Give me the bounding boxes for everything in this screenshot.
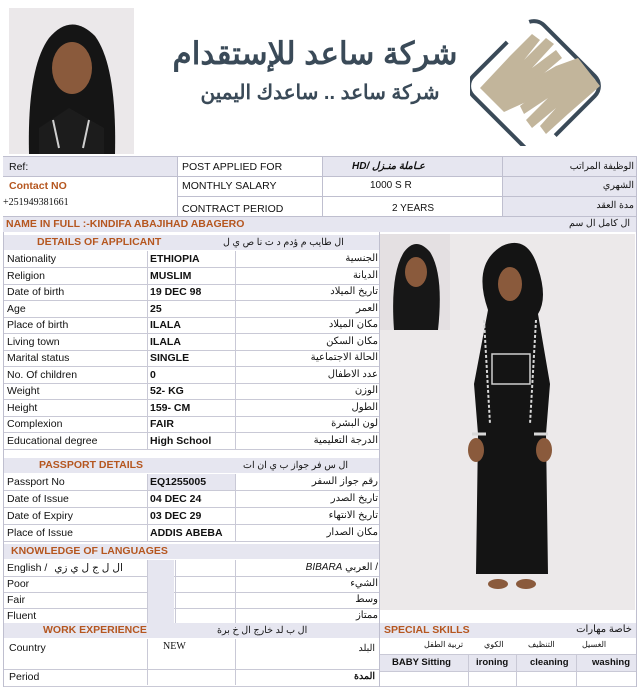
row-value: ILALA (147, 317, 236, 333)
row-value: MUSLIM (147, 268, 236, 284)
row-value: 52- KG (147, 383, 236, 399)
skill-ar-4: الغسيل (582, 640, 607, 649)
row-label-ar: لون البشرة (235, 416, 380, 432)
row-value: 159- CM (147, 400, 236, 416)
detail-row (3, 350, 379, 367)
row-value: 25 (147, 301, 236, 317)
row-value: ADDIS ABEBA (147, 525, 236, 541)
row-label-ar: عدد الاطفال (235, 367, 380, 383)
post-value: HD/ عـاملة منـزل (352, 161, 425, 172)
row-label: Height (7, 401, 38, 414)
row-value: ETHIOPIA (147, 251, 236, 267)
arabic-label: العربي / (345, 562, 378, 573)
detail-row (3, 508, 379, 525)
company-slogan: شركة ساعد .. ساعدك اليمين (200, 82, 440, 104)
skills-sub-ar-row (380, 639, 637, 653)
row-label: Place of Issue (7, 527, 73, 539)
applicant-section-header (3, 235, 379, 250)
row-label-ar: مكان الصدار (235, 525, 380, 541)
detail-row (3, 251, 379, 268)
row-value: 19 DEC 98 (147, 284, 236, 300)
row-label: Educational degree (7, 434, 98, 447)
skill-washing: washing (592, 657, 631, 668)
row-value: ILALA (147, 334, 236, 350)
row-label: Place of birth (7, 319, 69, 331)
row-label-ar: تاريخ الانتهاء (235, 508, 380, 524)
salary-label: MONTHLY SALARY (182, 180, 277, 192)
row-value: FAIR (147, 416, 236, 432)
row-label: Religion (7, 269, 45, 282)
contact-value: +251949381661 (3, 197, 69, 208)
detail-row (3, 491, 379, 508)
row-label: Date of Expiry (7, 510, 73, 522)
row-value: SINGLE (147, 350, 236, 366)
english-label: English / (7, 562, 48, 574)
contract-value: 2 YEARS (392, 203, 435, 214)
languages-section-header (3, 544, 379, 559)
row-label: Age (7, 302, 26, 315)
ref-label: Ref: (9, 161, 29, 173)
language-box (147, 608, 174, 624)
detail-row (3, 301, 379, 318)
row-label: Nationality (7, 253, 57, 265)
row-label-ar: رقم جواز السفر (235, 474, 380, 490)
skill-baby-sitting: BABY Sitting (392, 657, 451, 668)
language-level: Fluent (7, 610, 37, 622)
row-label: Marital status (7, 352, 70, 364)
row-label-ar: تاريخ الميلاد (235, 284, 380, 300)
headshot-photo (9, 8, 134, 154)
row-label: No. Of children (7, 368, 78, 381)
row-label-ar: تاريخ الصدر (235, 491, 380, 507)
language-header-row (3, 560, 379, 577)
row-label-ar: الحالة الاجتماعية (235, 350, 380, 366)
language-row (3, 592, 379, 609)
work-title-ar: ال ب لد خارج ال خ برة (217, 625, 308, 636)
post-label: POST APPLIED FOR (182, 161, 283, 173)
row-label: Weight (7, 385, 40, 397)
row-value: High School (147, 433, 236, 449)
language-row (3, 576, 379, 593)
language-box (147, 576, 174, 592)
passport-title-ar: ال س فر جواز ب ي ان ات (243, 460, 348, 471)
skill-ar-3: التنظيف (528, 640, 555, 649)
skill-cleaning: cleaning (530, 657, 569, 668)
skill-ironing: ironing (476, 657, 509, 668)
skill-ar-2: الكوي (484, 640, 504, 649)
row-label: Living town (7, 335, 60, 348)
row-label-ar: العمر (235, 301, 380, 317)
row-value: EQ1255005 (147, 474, 236, 490)
full-body-photo (380, 234, 635, 610)
detail-row (3, 400, 379, 417)
row-label-ar: الطول (235, 400, 380, 416)
skills-title-ar: خاصة مهارات (576, 624, 632, 635)
language-level: Fair (7, 594, 26, 606)
language-level-ar: الشيء (235, 576, 380, 592)
language-level: Poor (7, 578, 30, 590)
period-label: Period (9, 671, 40, 683)
detail-row (3, 383, 379, 400)
passport-section-header (3, 458, 379, 473)
company-name: شركة ساعد للإستقدام (172, 36, 458, 71)
detail-row (3, 525, 379, 542)
detail-row (3, 317, 379, 334)
row-label: Passport No (7, 476, 65, 488)
skills-section-header (380, 623, 637, 638)
skills-title: SPECIAL SKILLS (384, 624, 470, 636)
salary-label-ar: الشهري (602, 180, 634, 191)
contract-label-ar: مدة العقد (596, 200, 634, 211)
languages-title: KNOWLEDGE OF LANGUAGES (11, 545, 168, 557)
detail-row (3, 334, 379, 351)
full-name-label-ar: ال كامل ال سم (569, 218, 630, 229)
arabic-value: BIBARA (305, 562, 343, 573)
detail-row (3, 284, 379, 301)
row-value: 04 DEC 24 (147, 491, 236, 507)
applicant-title-ar: ال طايب م ؤدم د ت نا ص ي ل (223, 237, 344, 248)
applicant-title: DETAILS OF APPLICANT (37, 236, 162, 248)
language-level-ar: وسط (235, 592, 380, 608)
full-name: NAME IN FULL :-KINDIFA ABAJIHAD ABAGERO (6, 218, 245, 230)
hands-logo (470, 16, 610, 146)
work-title: WORK EXPERIENCE (43, 624, 147, 636)
row-label-ar: مكان الميلاد (235, 317, 380, 333)
detail-row (3, 416, 379, 433)
row-label-ar: الوزن (235, 383, 380, 399)
row-label-ar: الديانة (235, 268, 380, 284)
contact-label: Contact NO (9, 180, 67, 192)
work-country-row (3, 639, 379, 670)
country-value: NEW (163, 641, 186, 652)
language-box (147, 592, 174, 608)
row-label: Date of Issue (7, 493, 69, 505)
detail-row (3, 433, 379, 450)
row-label-ar: الدرجة التعليمية (235, 433, 380, 449)
row-label: Complexion (7, 418, 63, 430)
row-label-ar: مكان السكن (235, 334, 380, 350)
small-headshot (380, 234, 450, 330)
salary-value: 1000 S R (370, 180, 412, 191)
work-section-header (3, 623, 379, 638)
detail-row (3, 367, 379, 384)
post-label-ar: الوظيفة المراتب (569, 161, 634, 172)
row-label: Date of birth (7, 286, 65, 298)
detail-row (3, 268, 379, 285)
country-label-ar: البلد (358, 643, 375, 654)
country-label: Country (9, 642, 46, 654)
row-label-ar: الجنسية (235, 251, 380, 267)
skills-row (380, 654, 637, 672)
period-label-ar: المدة (354, 671, 375, 682)
work-period-row (3, 670, 379, 687)
skill-ar-1: تربية الطفل (424, 640, 464, 649)
english-label-ar: ال ل ج ل ي زي (54, 562, 123, 574)
detail-row (3, 474, 379, 491)
row-value: 03 DEC 29 (147, 508, 236, 524)
passport-title: PASSPORT DETAILS (39, 459, 144, 471)
language-level-ar: ممتاز (235, 608, 380, 624)
contract-label: CONTRACT PERIOD (182, 203, 284, 215)
row-value: 0 (147, 367, 236, 383)
